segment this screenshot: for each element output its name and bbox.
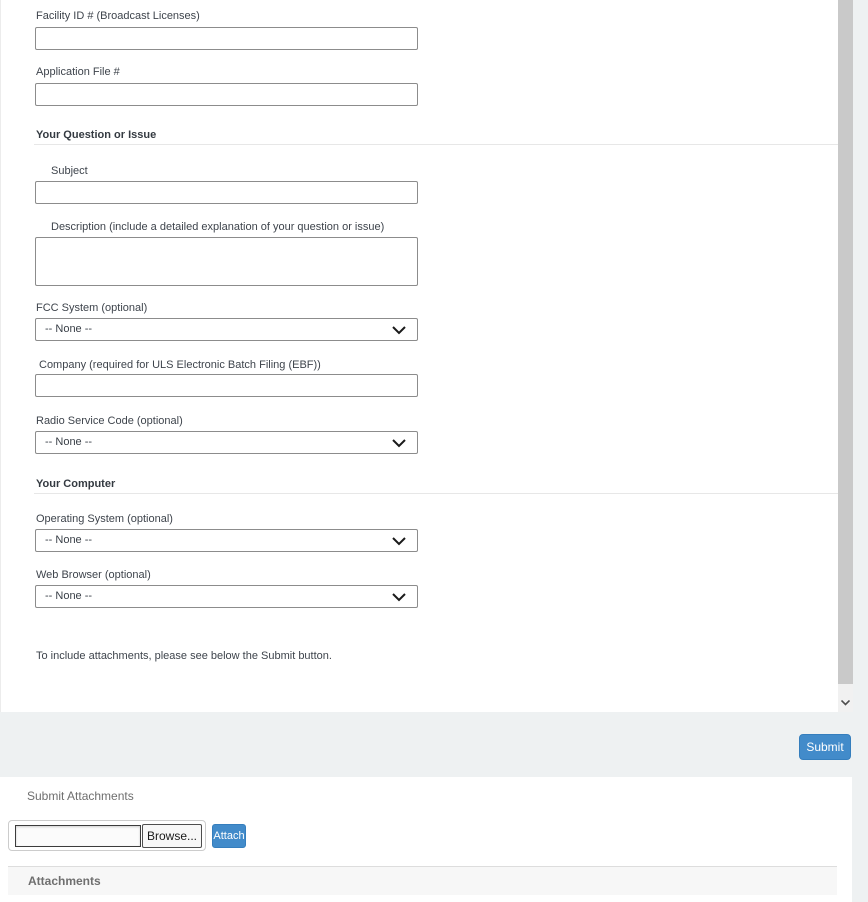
facility-id-input[interactable] [35,27,418,50]
application-file-input[interactable] [35,83,418,106]
radio-service-code-select[interactable] [35,431,418,454]
operating-system-select-value: -- None -- [45,534,93,546]
web-browser-select[interactable] [35,585,418,608]
scrollbar-thumb[interactable] [838,0,853,684]
submit-attachments-section [0,777,852,902]
fcc-system-select-value: -- None -- [45,323,93,335]
subject-label: Subject [51,165,88,177]
browse-button[interactable]: Browse... [142,824,202,848]
subject-input[interactable] [35,181,418,204]
section-computer-header: Your Computer [36,478,116,490]
attachments-list-header-label: Attachments [28,874,101,888]
form-footer [0,712,868,777]
section-question-header: Your Question or Issue [36,129,157,141]
company-input[interactable] [35,374,418,397]
operating-system-label: Operating System (optional) [36,513,173,525]
attachments-list-header [8,866,837,895]
operating-system-select[interactable] [35,529,418,552]
vertical-scrollbar[interactable] [838,0,853,712]
fcc-system-select[interactable] [35,318,418,341]
application-file-label: Application File # [36,66,120,78]
facility-id-label: Facility ID # (Broadcast Licenses) [36,10,200,22]
section-divider [34,493,839,494]
attach-button[interactable]: Attach [212,824,246,848]
fcc-system-label: FCC System (optional) [36,302,148,314]
submit-button[interactable]: Submit [799,734,851,760]
scrollbar-down-button[interactable] [838,694,853,712]
chevron-down-icon [392,439,406,448]
description-label: Description (include a detailed explanation of your question or issue) [51,221,385,233]
chevron-down-icon [392,593,406,602]
radio-service-code-label: Radio Service Code (optional) [36,415,183,427]
section-divider [34,144,839,145]
attachments-note: To include attachments, please see below the Submit button. [36,650,332,662]
web-browser-label: Web Browser (optional) [36,569,151,581]
file-name-field[interactable] [15,825,141,847]
radio-service-code-select-value: -- None -- [45,436,93,448]
file-upload-widget[interactable] [8,820,206,851]
company-label: Company (required for ULS Electronic Batch Filing (EBF)) [39,359,321,371]
chevron-down-icon [841,700,850,706]
web-browser-select-value: -- None -- [45,590,93,602]
chevron-down-icon [392,326,406,335]
chevron-down-icon [392,537,406,546]
submit-attachments-title: Submit Attachments [27,789,134,803]
description-textarea[interactable] [35,237,418,286]
